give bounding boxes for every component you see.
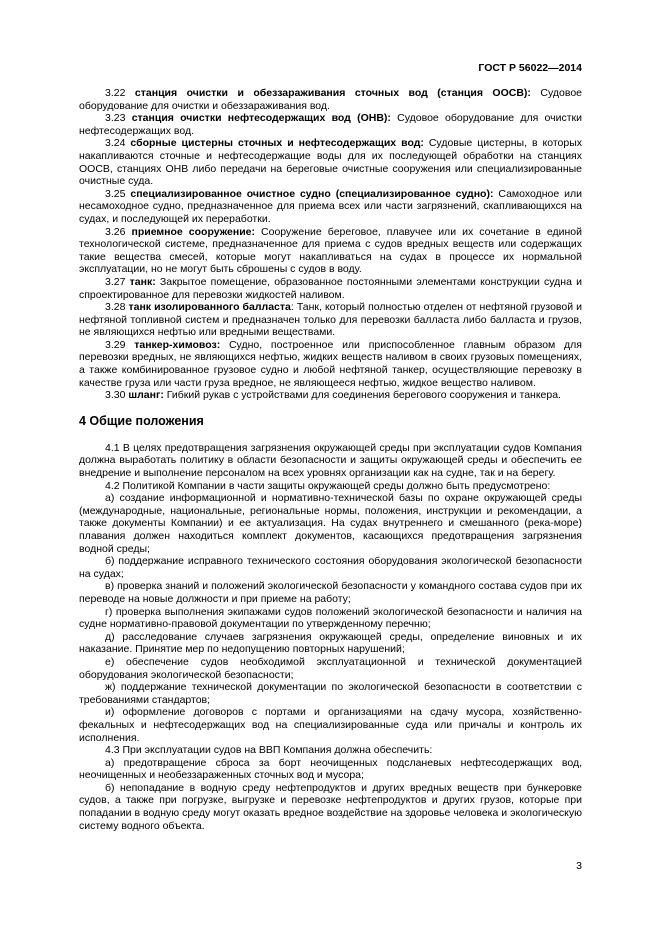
- definition-3-22: 3.22 станция очистки и обеззараживания сточных вод (станция ООСВ): Судовое оборудование для очистки и обеззараживания вод.: [79, 87, 582, 112]
- list-item: а) создание информационной и нормативно-технической базы по охране окружающей среды (международные, национальные, региональные нормы, положения, инструкции и рекомендации, а также документы Компании) и ее актуализация. На судах внутреннего и смешанного (река-море) плавания должен находиться комплект документов, касающихся предотвращения загрязнения водной среды;: [79, 492, 582, 555]
- definition-term: специализированное очистное судно (специализированное судно):: [130, 187, 494, 200]
- document-body: [79, 87, 582, 832]
- paragraph-4-1: 4.1 В целях предотвращения загрязнения окружающей среды при эксплуатации судов Компания должна выработать политику в области безопасности и защиты окружающей среды и обеспечить ее внедрение и выполнение персоналом на всех уровнях организации как на судне, так и на берегу.: [79, 441, 582, 480]
- section-heading: 4 Общие положения: [79, 413, 204, 428]
- definition-term: сборные цистерны сточных и нефтесодержащих вод:: [130, 137, 424, 150]
- list-item: д) расследование случаев загрязнения окружающей среды, определение виновных и их наказание. Принятие мер по недопущению повторных нарушений;: [79, 630, 582, 656]
- definition-3-26: 3.26 приемное сооружение: Сооружение береговое, плавучее или их сочетание в единой технологической системе, предназначенное для приема с судов вредных веществ или содержащих такие вещества смесей, которые могут накапливаться на судах в процессе их нормальной эксплуатации, но не могут быть сброшены с судов в воду.: [79, 225, 582, 276]
- definition-3-24: 3.24 сборные цистерны сточных и нефтесодержащих вод: Судовые цистерны, в которых накапливаются сточные и нефтесодержащие воды для их последующей обработки на станциях ООСВ, станциях ОНВ либо передачи на береговые очистные сооружения или специализированные очистные суда.: [79, 137, 582, 188]
- definition-term: станция очистки нефтесодержащих вод (ОНВ):: [131, 112, 391, 125]
- standard-number: ГОСТ Р 56022—2014: [478, 62, 582, 74]
- definition-3-25: 3.25 специализированное очистное судно (специализированное судно): Самоходное или несамоходное судно, предназначенное для приема всех или части загрязнений, скапливающихся на судах, и последующей их переработки.: [79, 187, 582, 225]
- paragraph-4-2: 4.2 Политикой Компании в части защиты окружающей среды должно быть предусмотрено:: [105, 479, 551, 492]
- list-item: а) предотвращение сброса за борт неочищенных подсланевых нефтесодержащих вод, неочищенных и необеззараженных сточных вод и мусора;: [79, 756, 582, 782]
- list-item: б) непопадание в водную среду нефтепродуктов и других вредных веществ при бункеровке судов, а также при погрузке, выгрузке и перевозке нефтепродуктов и других грузов, которые при попадании в водную среду могут оказать вредное воздействие на здоровье человека и экологическую систему водного объекта.: [79, 781, 582, 832]
- definition-term: приемное сооружение:: [131, 225, 255, 238]
- list-item: г) проверка выполнения экипажами судов положений экологической безопасности и наличия на судне нормативно-правовой документации по утвержденному перечню;: [79, 605, 582, 631]
- definition-term: шланг:: [128, 389, 164, 402]
- list-item: е) обеспечение судов необходимой эксплуатационной и технической документацией оборудования экологической безопасности;: [79, 655, 582, 681]
- definition-3-30: 3.30 шланг: Гибкий рукав с устройствами для соединения берегового сооружения и танкера.: [105, 389, 561, 402]
- definition-3-27: 3.27 танк: Закрытое помещение, образованное постоянными элементами конструкции судна и спроектированное для перевозки жидкостей наливом.: [79, 275, 582, 301]
- list-item: и) оформление договоров с портами и организациями на сдачу мусора, хозяйственно-фекальных и нефтесодержащих вод на специализированные суда или причалы и контроль их исполнения.: [79, 706, 582, 744]
- list-item: в) проверка знаний и положений экологической безопасности у командного состава судов при их переводе на новые должности и при приеме на работу;: [79, 580, 582, 605]
- definition-term: станция очистки и обеззараживания сточных вод (станция ООСВ):: [134, 87, 531, 99]
- definition-3-23: 3.23 станция очистки нефтесодержащих вод (ОНВ): Судовое оборудование для очистки нефтесодержащих вод.: [79, 112, 583, 137]
- page-number: 3: [576, 860, 582, 872]
- list-item: б) поддержание исправного технического состояния оборудования экологической безопасности на судах;: [79, 555, 582, 580]
- definition-3-28: 3.28 танк изолированного балласта: Танк, который полностью отделен от нефтяной грузовой и нефтяной топливной систем и предназначен только для перевозки балласта либо балласта и грузов, не являющихся нефтью или вредными веществами.: [79, 301, 582, 339]
- definition-term: танк:: [129, 275, 156, 288]
- definition-term: танк изолированного балласта: [128, 301, 291, 314]
- definition-term: танкер-химовоз:: [134, 338, 221, 351]
- definition-3-29: 3.29 танкер-химовоз: Судно, построенное или приспособленное главным образом для перевозки вредных, не являющихся нефтью, жидких веществ наливом в своих грузовых помещениях, а также комбинированное грузовое судно и любой нефтяной танкер, осуществляющие перевозку в качестве груза или части груза вредное, не являющееся нефтью, жидкое вещество наливом.: [79, 338, 582, 389]
- paragraph-4-3: 4.3 При эксплуатации судов на ВВП Компания должна обеспечить:: [105, 744, 433, 757]
- list-item: ж) поддержание технической документации по экологической безопасности в соответствии с требованиями стандартов;: [79, 681, 582, 706]
